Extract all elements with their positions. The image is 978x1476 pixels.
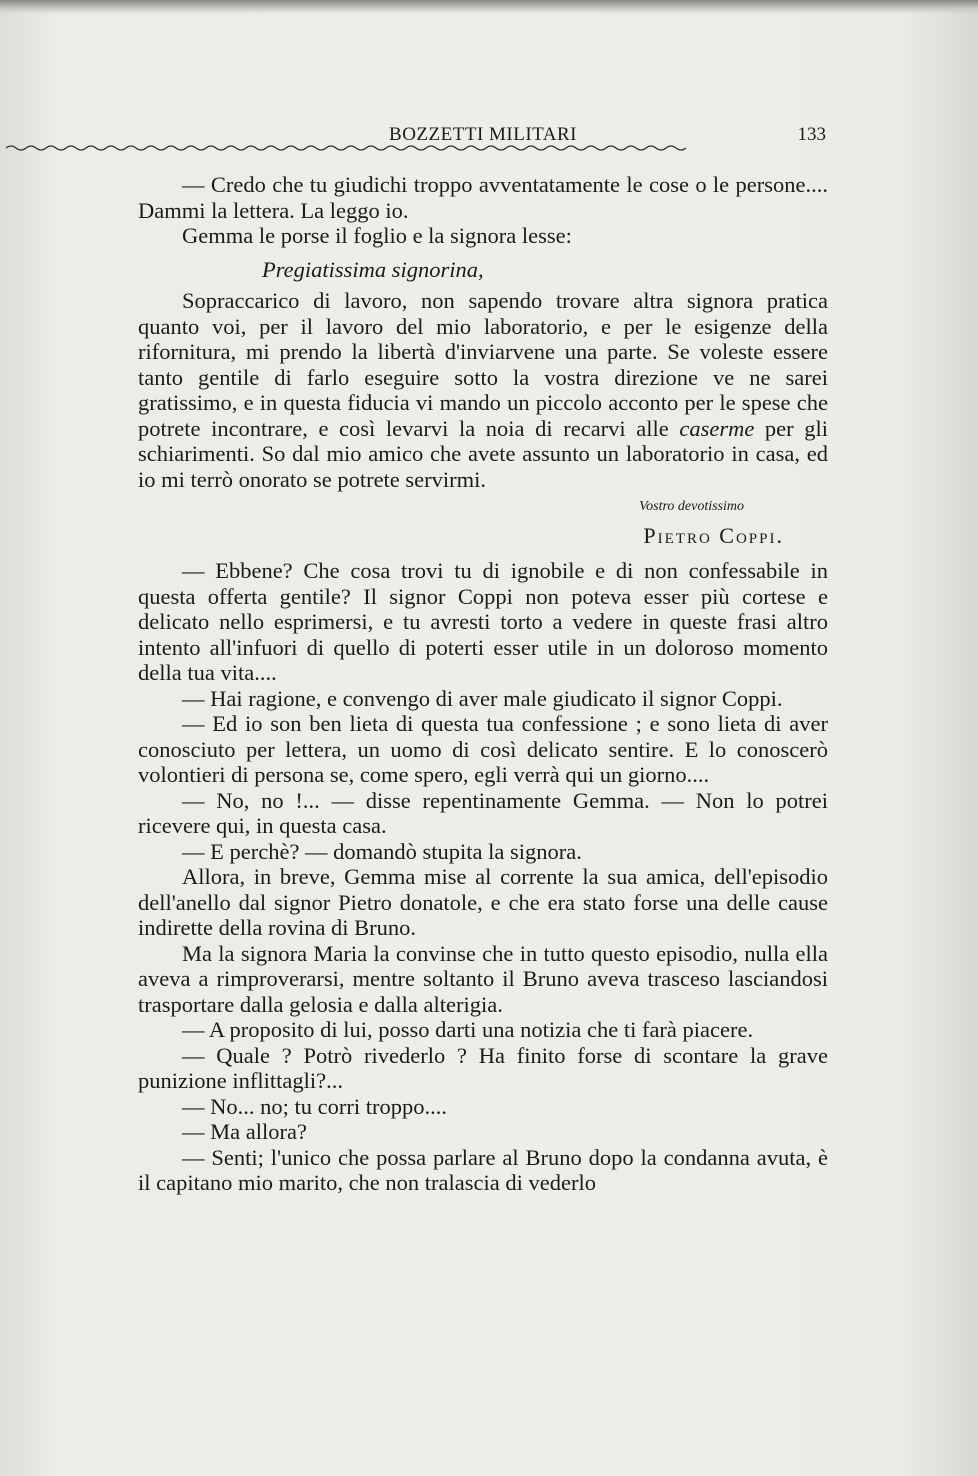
letter-text-end: per gli schiarimenti. So dal mio amico che avete assunto un laboratorio in casa, ed io mi terrò onorato se potrete servirmi. (138, 415, 828, 492)
paragraph: — Credo che tu giudichi troppo avventatamente le cose o le persone.... Dammi la lettera. La leggo io. (138, 172, 828, 223)
letter-signature: Pietro Coppi. (643, 523, 784, 548)
dialogue-paragraph: — Senti; l'unico che possa parlare al Bruno dopo la condanna avuta, è il capitano mio marito, che non tralascia di vederlo (138, 1144, 828, 1195)
paragraph: Gemma le porse il foglio e la signora lesse: (182, 223, 572, 248)
dialogue-paragraph: — Quale ? Potrò rivederlo ? Ha finito forse di scontare la grave punizione inflittagli?... (138, 1042, 828, 1093)
dialogue-paragraph: Allora, in breve, Gemma mise al corrente la sua amica, dell'episodio dell'anello dal signor Pietro donatole, e che era stato forse una delle cause indirette della rovina di Bruno. (138, 864, 828, 940)
body-text (138, 172, 828, 1196)
letter-italic-word: caserme (679, 415, 755, 441)
dialogue-paragraph: — E perchè? — domandò stupita la signora. (182, 838, 582, 864)
dialogue-paragraph: Ma la signora Maria la convinse che in tutto questo episodio, nulla ella aveva a rimproverarsi, mentre soltanto il Bruno aveva trasceso lasciandosi trasportare dalla gelosia e dalla alterigia. (138, 940, 828, 1017)
dialogue-paragraph: — No... no; tu corri troppo.... (182, 1093, 447, 1119)
dialogue-paragraph: — No, no !... — disse repentinamente Gemma. — Non lo potrei ricevere qui, in questa casa. (138, 787, 828, 838)
letter-salutation: Pregiatissima signorina, (262, 256, 484, 282)
wavy-header-rule (6, 140, 686, 154)
dialogue-paragraph: — Ebbene? Che cosa trovi tu di ignobile e di non confessabile in questa offerta gentile? Il signor Coppi non poteva esser più cortese e delicato nello esprimersi, e tu avresti torto a vedere in queste frasi altro intento all'infuori di quello di poterti esser utile in un doloroso momento della tua vita.... (138, 558, 828, 685)
page-number: 133 (797, 124, 826, 145)
letter-body (138, 288, 828, 492)
dialogue-paragraph: — Ed io son ben lieta di questa tua confessione ; e sono lieta di aver conosciuto per lettera, un uomo di così delicato sentire. E lo conoscerò volontieri di persona se, come spero, egli verrà qui un giorno.... (138, 711, 828, 787)
dialogue-paragraph: — Ma allora? (182, 1119, 307, 1144)
scan-edge-shadow (0, 0, 978, 14)
letter-closing: Vostro devotissimo (639, 499, 744, 514)
letter-text: Sopraccarico di lavoro, non sapendo trovare altra signora pratica quanto voi, per il lavoro del mio laboratorio, e per le esigenze della rifornitura, mi prendo la libertà d'inviarvene una parte. Se voleste essere tanto gentile di farlo eseguire sotto la vostra direzione ve ne sarei gratissimo, e in questa fiducia vi mando un piccolo acconto per le spese che potrete incontrare, e così levarvi la noia di recarvi alle (138, 288, 828, 441)
dialogue-paragraph: — A proposito di lui, posso darti una notizia che ti farà piacere. (182, 1017, 754, 1042)
letter-signature-block (138, 498, 784, 550)
dialogue-paragraph: — Hai ragione, e convengo di aver male giudicato il signor Coppi. (182, 685, 783, 711)
running-title: BOZZETTI MILITARI (389, 124, 577, 145)
